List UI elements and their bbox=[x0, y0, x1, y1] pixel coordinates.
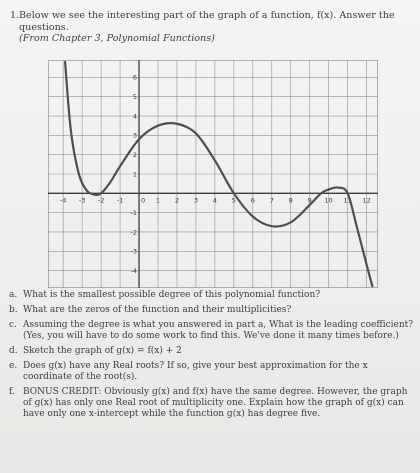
polynomial-graph bbox=[48, 60, 378, 288]
x-tick-label: -4 bbox=[59, 196, 67, 205]
question-text-line-1: Below we see the interesting part of the graph of a function, f(x). Answer the bbox=[19, 10, 395, 21]
y-tick-label: 5 bbox=[132, 93, 138, 102]
x-tick-label: 10 bbox=[324, 196, 333, 205]
x-tick-label: -2 bbox=[97, 196, 105, 205]
y-tick-label: 1 bbox=[132, 170, 138, 179]
part-label: a. bbox=[9, 290, 18, 300]
tick-labels bbox=[60, 74, 371, 275]
x-tick-label: 9 bbox=[307, 196, 312, 205]
y-tick-label: -3 bbox=[130, 247, 138, 256]
x-tick-label: 0 bbox=[140, 196, 146, 205]
part-label: d. bbox=[9, 346, 18, 356]
x-tick-label: 7 bbox=[269, 196, 274, 205]
x-tick-label: 2 bbox=[174, 196, 180, 205]
x-tick-label: 8 bbox=[288, 196, 293, 205]
question-number: 1. bbox=[10, 10, 20, 21]
part-text: Does g(x) have any Real roots? If so, give your best approximation for the x coordinate of the root(s). bbox=[23, 361, 368, 382]
x-tick-label: 6 bbox=[250, 196, 255, 205]
part-a bbox=[9, 290, 414, 301]
x-tick-label: 12 bbox=[362, 196, 371, 205]
y-tick-label: 6 bbox=[132, 73, 138, 82]
x-tick-label: 11 bbox=[343, 196, 352, 205]
part-d bbox=[9, 346, 414, 357]
part-text: Sketch the graph of g(x) = f(x) + 2 bbox=[23, 346, 182, 356]
part-e bbox=[9, 361, 414, 383]
grid bbox=[48, 60, 378, 288]
question-header bbox=[10, 10, 410, 45]
chapter-reference: (From Chapter 3, Polynomial Functions) bbox=[19, 33, 215, 44]
part-label: c. bbox=[9, 320, 17, 330]
y-tick-label: -1 bbox=[130, 208, 138, 217]
x-tick-label: 4 bbox=[212, 196, 217, 205]
part-label: b. bbox=[9, 305, 18, 315]
part-text: What is the smallest possible degree of this polynomial function? bbox=[23, 290, 321, 300]
x-tick-label: 3 bbox=[193, 196, 199, 205]
x-tick-label: 1 bbox=[155, 196, 161, 205]
part-label: f. bbox=[9, 387, 15, 397]
question-line-1 bbox=[10, 10, 410, 22]
question-parts bbox=[9, 290, 414, 424]
y-tick-label: -4 bbox=[130, 266, 138, 275]
part-text: Assuming the degree is what you answered in part a, What is the leading coefficient? (Yes, you will have to do some work to find this. We've done it many times before.) bbox=[23, 320, 414, 341]
part-text: What are the zeros of the function and their multiplicities? bbox=[23, 305, 292, 315]
x-tick-label: -3 bbox=[78, 196, 86, 205]
part-text: BONUS CREDIT: Obviously g(x) and f(x) have the same degree. However, the graph of g(x) has only one Real root of multiplicity one. Explain how the graph of g(x) can have only one x-intercept while the function g(x) has degree five. bbox=[23, 387, 408, 419]
question-text-line-2: questions. bbox=[19, 21, 69, 33]
y-tick-label: 2 bbox=[132, 150, 138, 159]
y-tick-label: 4 bbox=[132, 112, 138, 121]
part-label: e. bbox=[9, 361, 18, 371]
part-c bbox=[9, 320, 414, 342]
y-tick-label: 3 bbox=[132, 131, 138, 140]
part-b bbox=[9, 305, 414, 316]
x-tick-label: -1 bbox=[116, 196, 124, 205]
y-tick-label: -2 bbox=[130, 228, 138, 237]
x-tick-label: 5 bbox=[231, 196, 236, 205]
part-f bbox=[9, 387, 414, 420]
